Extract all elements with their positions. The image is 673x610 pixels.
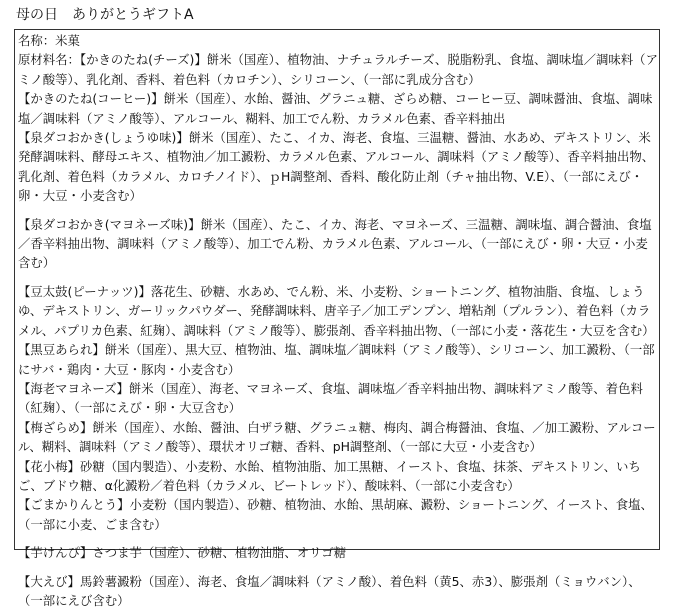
ingredients-izumidako-mayo: 【泉ダコおかき(マヨネーズ味)】餅米（国産）、たこ、イカ、海老、マヨネーズ、三温糖、調味塩、調合醤油、食塩／香辛料抽出物、調味料（アミノ酸等）、加工でん粉、カラメル色素、アルコール、（一部にえび・卵・大豆・小麦含む）: [18, 216, 652, 271]
section-gap: [18, 534, 659, 543]
section-gap: [18, 563, 659, 572]
section-gap: [18, 206, 659, 215]
product-name-line: 名称：米菓: [18, 33, 80, 48]
ingredients-imokenpi: 【芋けんぴ】さつま芋（国産）、砂糖、植物油脂、オリゴ糖: [18, 545, 347, 561]
ingredients-goma-karinto: 【ごまかりんとう】小麦粉（国内製造）、砂糖、植物油、水飴、黒胡麻、澱粉、ショートニング、イースト、食塩、（一部に小麦、ごま含む）: [18, 497, 653, 532]
ingredients-oebi: 【大えび】馬鈴薯澱粉（国産）、海老、食塩／調味料（アミノ酸）、着色料（黄5、赤3）、膨張剤（ミョウバン）、（一部にえび含む）: [18, 573, 641, 608]
ingredients-kakinotane-coffee: 【かきのたね(コーヒー)】餅米（国産）、水飴、醤油、グラニュ糖、ざらめ糖、コーヒー豆、調味醤油、食塩、調味塩／調味料（アミノ酸等）、アルコール、糊料、加工でん粉、カラメル色素、香辛料抽出: [18, 91, 653, 126]
ingredients-kuromame-arare: 【黒豆あられ】餅米（国産）、黒大豆、植物油、塩、調味塩／調味料（アミノ酸等）、シリコーン、加工澱粉、（一部にサバ・鶏肉・大豆・豚肉・小麦含む）: [18, 342, 655, 377]
ingredients-hanakoume: 【花小梅】砂糖（国内製造）、小麦粉、水飴、植物油脂、加工黒糖、イースト、食塩、抹茶、デキストリン、いちご、ブドウ糖、α化澱粉／着色料（カラメル、ビートレッド）、酸味料、（一部に小麦含む）: [18, 458, 641, 493]
ingredients-ebi-mayonnaise: 【海老マヨネーズ】餅米（国産）、海老、マヨネーズ、食塩、調味塩／香辛料抽出物、調味料アミノ酸等、着色料（紅麹）、（一部にえび・卵・大豆含む）: [18, 380, 643, 416]
ingredients-box: [14, 29, 660, 608]
ingredients-kakinotane-cheese: 原材料名：【かきのたね(チーズ)】餅米（国産）、植物油、ナチュラルチーズ、脱脂粉乳、食塩、調味塩／調味料（アミノ酸等）、乳化剤、香料、着色料（カロチン）、シリコーン、（一部に乳成分含む）: [18, 52, 658, 87]
ingredients-ume-zarame: 【梅ざらめ】餅米（国産）、水飴、醤油、白ザラ糖、グラニュ糖、梅肉、調合梅醤油、食塩、／加工澱粉、アルコール、糊料、調味料（アミノ酸等）、環状オリゴ糖、香料、pH調整剤、（一部に大豆・小麦含む）: [18, 419, 656, 455]
ingredients-izumidako-shoyu: 【泉ダコおかき(しょうゆ味)】餅米（国産）、たこ、イカ、海老、食塩、三温糖、醤油、水あめ、デキストリン、米発酵調味料、酵母エキス、植物油／加工澱粉、カラメル色素、アルコール、調味料（アミノ酸等）、香辛料抽出物、乳化剤、着色料（カラメル、カロチノイド）、ｐH調整剤、香料、酸化防止剤（チャ抽出物、V.E）、（一部にえび・卵・大豆・小麦含む）: [18, 130, 655, 204]
document-title: 母の日 ありがとうギフトA: [16, 7, 194, 23]
ingredients-mametaiko-peanut: 【豆太鼓(ピーナッツ)】落花生、砂糖、水あめ、でん粉、米、小麦粉、ショートニング、植物油脂、食塩、しょうゆ、デキストリン、ガーリックパウダー、発酵調味料、唐辛子／加工デンプン、増粘剤（プルラン）、着色料（カラメル、パプリカ色素、紅麹）、調味料（アミノ酸等）、膨張剤、香辛料抽出物、（一部に小麦・落花生・大豆を含む）: [18, 283, 655, 338]
section-gap: [18, 273, 659, 282]
